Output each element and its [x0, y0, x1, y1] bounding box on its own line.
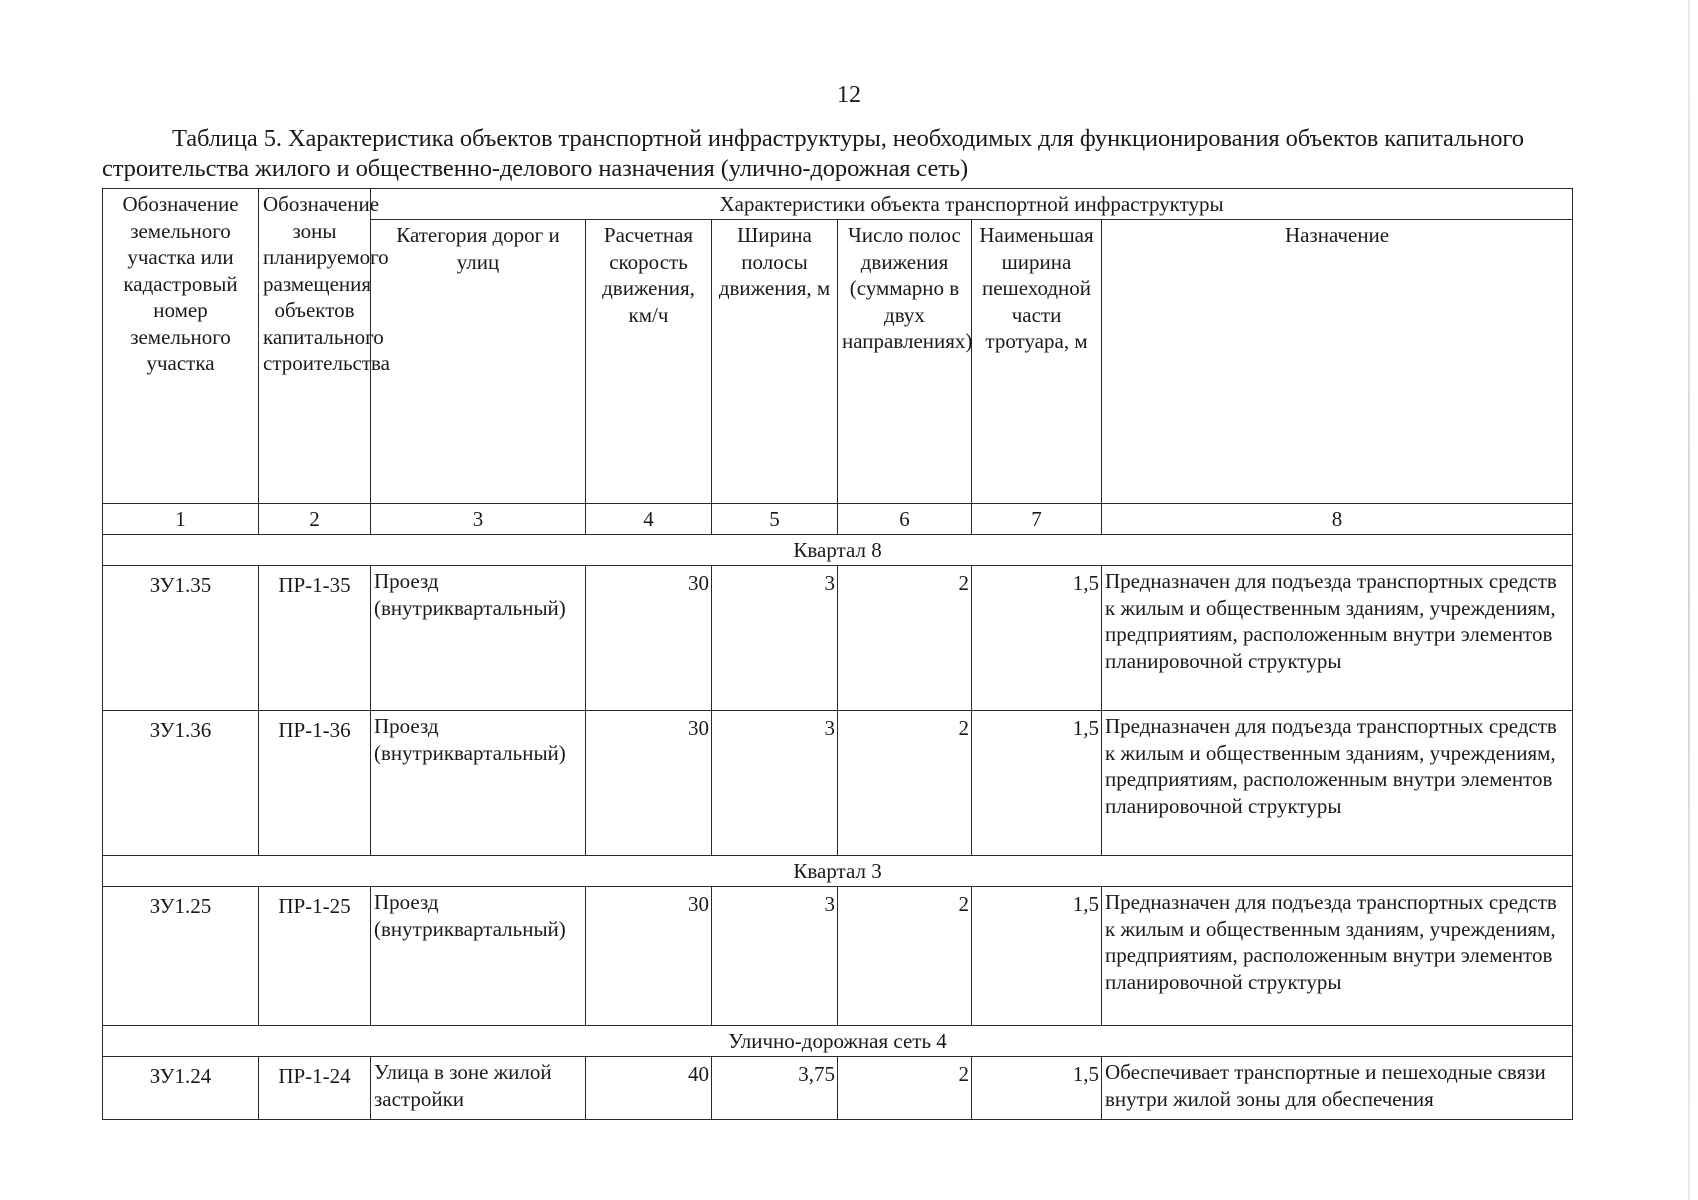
column-number: 8 — [1102, 504, 1573, 535]
header-zone: Обозначение зоны планируемого размещения объектов капитального строительства — [259, 189, 371, 504]
cell-lanes: 2 — [838, 711, 972, 856]
transport-infrastructure-table — [102, 188, 1573, 1120]
cell-lanes: 2 — [838, 566, 972, 711]
cell-lanes: 2 — [838, 887, 972, 1026]
cell-zone: ПР-1-35 — [259, 566, 371, 711]
column-number: 6 — [838, 504, 972, 535]
header-speed: Расчетная скорость движения, км/ч — [586, 220, 712, 504]
table-row — [103, 1057, 1573, 1120]
section-row — [103, 535, 1573, 566]
table-caption: Таблица 5. Характеристика объектов транспортной инфраструктуры, необходимых для функционирования объектов капитального строительства жилого и общественно-делового назначения (улично-дорожная сеть) — [102, 125, 1524, 182]
cell-speed: 30 — [586, 711, 712, 856]
cell-speed: 40 — [586, 1057, 712, 1120]
column-number: 3 — [371, 504, 586, 535]
column-number: 1 — [103, 504, 259, 535]
cell-lane-width: 3 — [712, 711, 838, 856]
cell-speed: 30 — [586, 887, 712, 1026]
section-title: Улично-дорожная сеть 4 — [103, 1026, 1573, 1057]
section-title: Квартал 8 — [103, 535, 1573, 566]
section-title: Квартал 3 — [103, 856, 1573, 887]
column-number: 5 — [712, 504, 838, 535]
page-number: 12 — [837, 82, 861, 108]
cell-category: Улица в зоне жилой застройки — [371, 1057, 586, 1120]
cell-sidewalk: 1,5 — [972, 887, 1102, 1026]
cell-purpose: Предназначен для подъезда транспортных средств к жилым и общественным зданиям, учреждениям, предприятиям, расположенным внутри элементов планировочной структуры — [1102, 711, 1573, 856]
cell-zone: ПР-1-36 — [259, 711, 371, 856]
header-characteristics-group: Характеристики объекта транспортной инфраструктуры — [371, 189, 1573, 220]
header-lane-width: Ширина полосы движения, м — [712, 220, 838, 504]
cell-lanes: 2 — [838, 1057, 972, 1120]
table-row — [103, 566, 1573, 711]
column-number: 4 — [586, 504, 712, 535]
cell-purpose: Предназначен для подъезда транспортных средств к жилым и общественным зданиям, учреждениям, предприятиям, расположенным внутри элементов планировочной структуры — [1102, 566, 1573, 711]
cell-purpose: Обеспечивает транспортные и пешеходные связи внутри жилой зоны для обеспечения — [1102, 1057, 1573, 1120]
cell-lane-width: 3,75 — [712, 1057, 838, 1120]
header-plot: Обозначение земельного участка или кадастровый номер земельного участка — [103, 189, 259, 504]
header-sidewalk: Наименьшая ширина пешеходной части тротуара, м — [972, 220, 1102, 504]
cell-sidewalk: 1,5 — [972, 711, 1102, 856]
column-number: 7 — [972, 504, 1102, 535]
cell-lane-width: 3 — [712, 887, 838, 1026]
header-purpose: Назначение — [1102, 220, 1573, 504]
header-lanes: Число полос движения (суммарно в двух направлениях) — [838, 220, 972, 504]
section-row — [103, 1026, 1573, 1057]
cell-plot: ЗУ1.35 — [103, 566, 259, 711]
cell-category: Проезд (внутриквартальный) — [371, 887, 586, 1026]
cell-zone: ПР-1-25 — [259, 887, 371, 1026]
cell-plot: ЗУ1.25 — [103, 887, 259, 1026]
cell-purpose: Предназначен для подъезда транспортных средств к жилым и общественным зданиям, учреждениям, предприятиям, расположенным внутри элементов планировочной структуры — [1102, 887, 1573, 1026]
column-number: 2 — [259, 504, 371, 535]
header-row-1 — [103, 189, 1573, 220]
cell-speed: 30 — [586, 566, 712, 711]
column-number-row — [103, 504, 1573, 535]
section-row — [103, 856, 1573, 887]
header-category: Категория дорог и улиц — [371, 220, 586, 504]
cell-category: Проезд (внутриквартальный) — [371, 566, 586, 711]
cell-plot: ЗУ1.36 — [103, 711, 259, 856]
table-row — [103, 711, 1573, 856]
cell-plot: ЗУ1.24 — [103, 1057, 259, 1120]
scan-edge — [1688, 0, 1690, 1200]
cell-sidewalk: 1,5 — [972, 566, 1102, 711]
table-row — [103, 887, 1573, 1026]
cell-lane-width: 3 — [712, 566, 838, 711]
cell-zone: ПР-1-24 — [259, 1057, 371, 1120]
cell-sidewalk: 1,5 — [972, 1057, 1102, 1120]
cell-category: Проезд (внутриквартальный) — [371, 711, 586, 856]
